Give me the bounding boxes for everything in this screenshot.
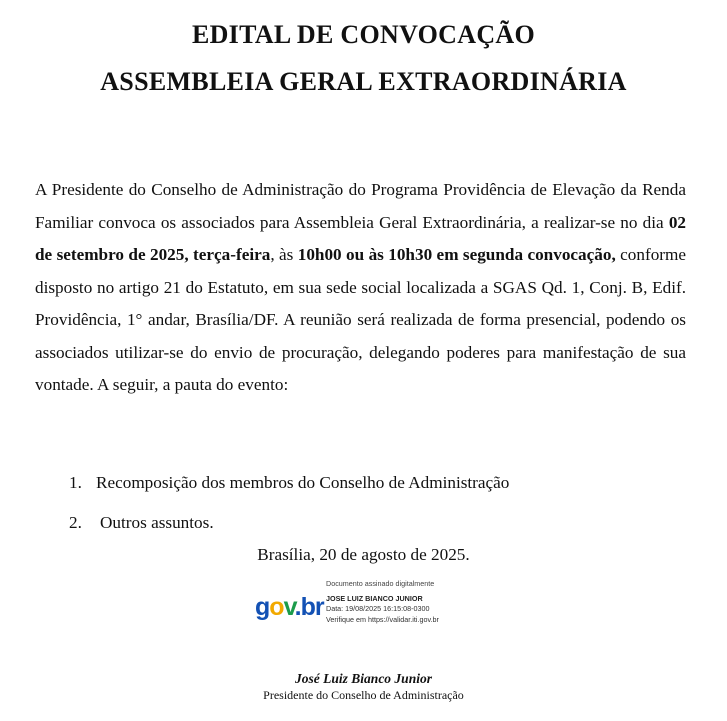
signature-heading: Documento assinado digitalmente <box>326 579 435 588</box>
agenda-item-number: 1. <box>69 473 82 492</box>
signature-date: Data: 19/08/2025 16:15:08-0300 <box>326 604 430 613</box>
paragraph-text-1: A Presidente do Conselho de Administração do Programa Providência de Elevação da Renda Familiar convoca os associados para Assembleia Geral Extraordinária, a realizar-se no dia <box>35 180 686 232</box>
convocation-paragraph <box>35 174 686 402</box>
meeting-time: 10h00 ou às 10h30 em segunda convocação, <box>297 245 616 264</box>
meeting-date: 02 de setembro de 2025, terça-feira <box>35 212 686 264</box>
govbr-logo-icon: gov.br <box>255 593 324 621</box>
signer-name: JOSE LUIZ BIANCO JUNIOR <box>326 593 423 603</box>
signatory-name: José Luiz Bianco Junior <box>295 671 432 686</box>
verify-link: Verifique em https://validar.iti.gov.br <box>326 614 439 624</box>
agenda-item-text: Outros assuntos. <box>100 513 214 532</box>
signature-info <box>326 579 439 625</box>
paragraph-text-2: , às <box>270 245 298 264</box>
document-title: EDITAL DE CONVOCAÇÃO <box>191 20 536 49</box>
agenda-item-text: Recomposição dos membros do Conselho de Administração <box>96 473 510 492</box>
date-line: Brasília, 20 de agosto de 2025. <box>257 545 470 564</box>
agenda-item-number: 2. <box>69 513 82 532</box>
document-subtitle: ASSEMBLEIA GERAL EXTRAORDINÁRIA <box>100 67 627 96</box>
paragraph-text-3: conforme disposto no artigo 21 do Estatuto, em sua sede social localizada a SGAS Qd. 1, Conj. B, Edif. Providência, 1° andar, Brasília/DF. A reunião será realizada de forma presencial, podendo os associados utilizar-se do envio de procuração, delegando poderes para manifestação de sua vontade. A seguir, a pauta do evento: <box>35 245 687 394</box>
digital-signature-stamp <box>255 579 495 639</box>
signatory-role: Presidente do Conselho de Administração <box>263 688 464 702</box>
